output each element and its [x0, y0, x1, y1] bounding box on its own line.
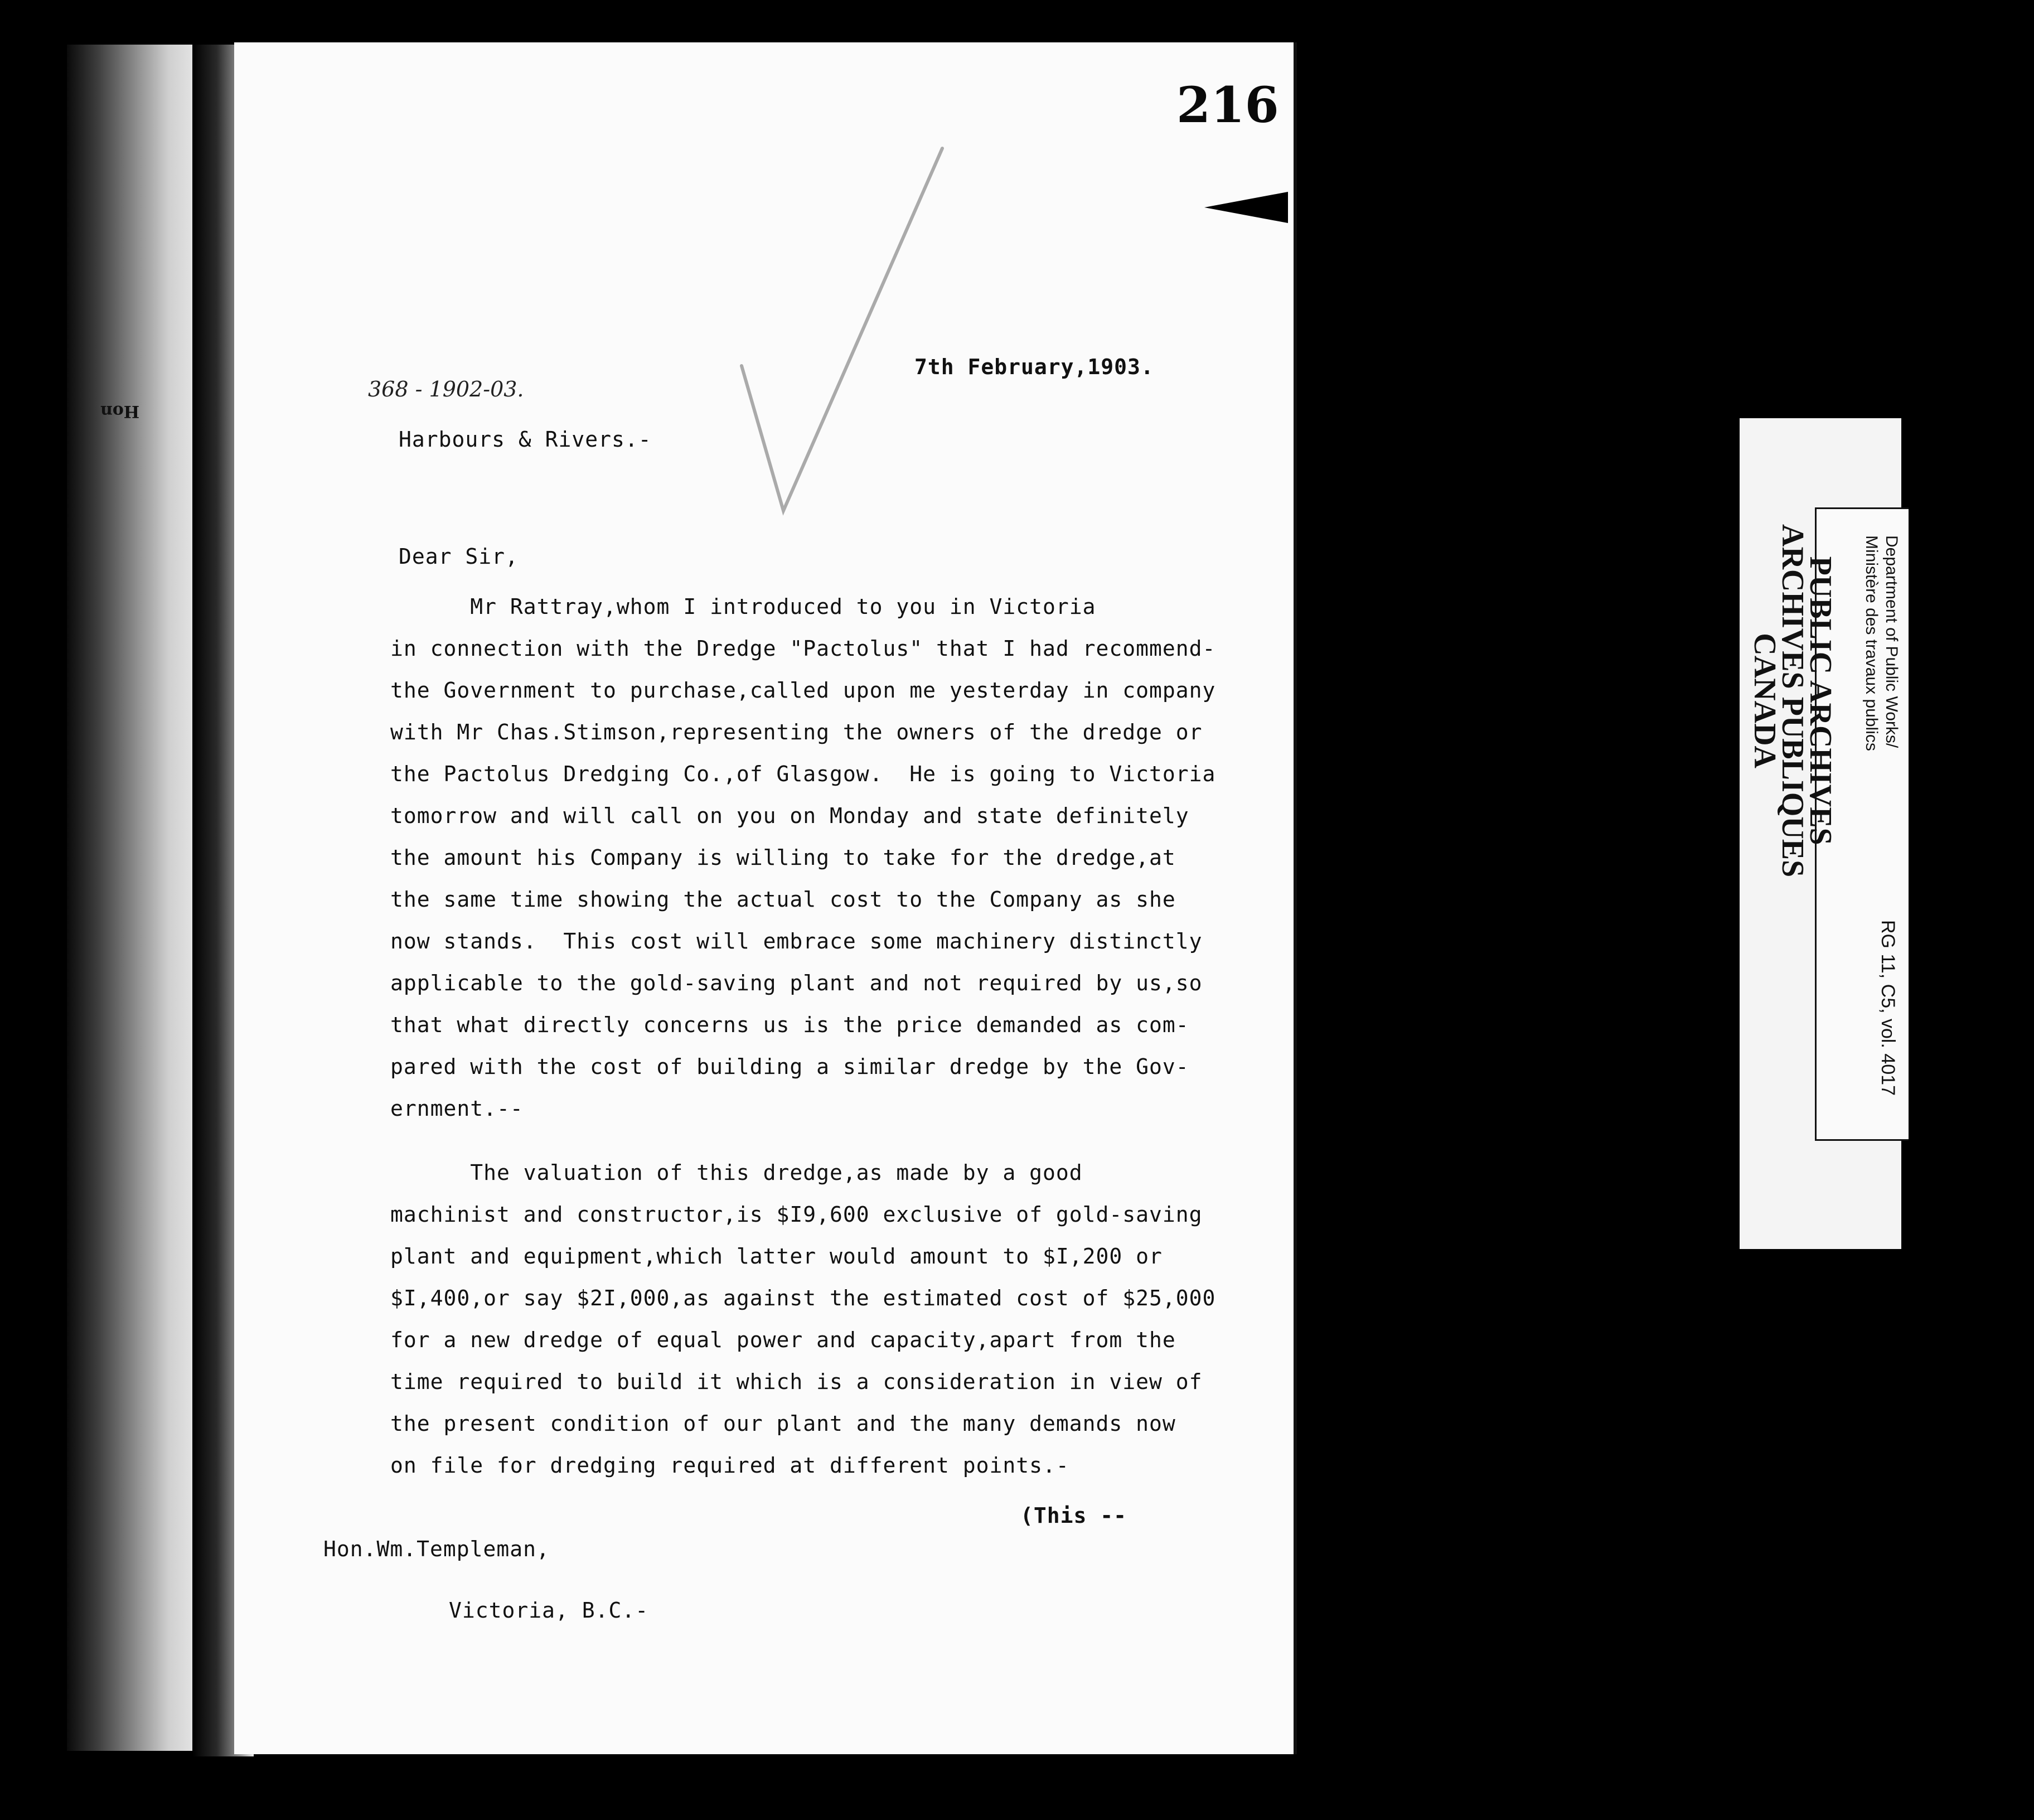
- department-credit-en: Department of Public Works/: [1882, 535, 1901, 748]
- body-line: the Pactolus Dredging Co.,of Glasgow. He is going to Victoria: [390, 762, 1216, 786]
- archive-title-line: ARCHIVES PUBLIQUES: [1775, 524, 1810, 878]
- body-line: in connection with the Dredge "Pactolus" that I had recommend-: [390, 636, 1216, 661]
- archive-title-line: CANADA: [1747, 633, 1782, 768]
- body-line: machinist and constructor,is $I9,600 exclusive of gold-saving: [390, 1202, 1203, 1227]
- body-line: The valuation of this dredge,as made by a good: [390, 1160, 1083, 1185]
- body-line: ernment.--: [390, 1096, 524, 1121]
- body-line: pared with the cost of building a similar dredge by the Gov-: [390, 1054, 1189, 1079]
- page-tab-notch: [1204, 192, 1288, 223]
- body-line: the same time showing the actual cost to the Company as she: [390, 887, 1176, 912]
- body-line: with Mr Chas.Stimson,representing the owners of the dredge or: [390, 720, 1203, 744]
- body-line: Mr Rattray,whom I introduced to you in Victoria: [390, 594, 1096, 619]
- body-line: the present condition of our plant and the many demands now: [390, 1411, 1176, 1436]
- continuation-marker: (This --: [1020, 1503, 1127, 1528]
- body-line: plant and equipment,which latter would amount to $I,200 or: [390, 1244, 1163, 1269]
- archive-title: [1747, 524, 1838, 878]
- addressee-place: Victoria, B.C.-: [449, 1598, 649, 1623]
- page-number: 216: [1176, 76, 1279, 134]
- body-line: time required to build it which is a consideration in view of: [390, 1369, 1203, 1394]
- body-line: now stands. This cost will embrace some machinery distinctly: [390, 929, 1203, 953]
- letter-date: 7th February,1903.: [914, 355, 1154, 379]
- body-line: $I,400,or say $2I,000,as against the estimated cost of $25,000: [390, 1286, 1216, 1310]
- letter-page: [234, 42, 1297, 1754]
- addressee-name: Hon.Wm.Templeman,: [323, 1537, 550, 1561]
- body-line: for a new dredge of equal power and capacity,apart from the: [390, 1328, 1176, 1352]
- body-line: tomorrow and will call on you on Monday and state definitely: [390, 803, 1189, 828]
- department-credit: [1861, 535, 1901, 751]
- body-line: that what directly concerns us is the price demanded as com-: [390, 1013, 1189, 1037]
- handwritten-file-reference: 368 - 1902-03.: [368, 377, 524, 401]
- department-heading: Harbours & Rivers.-: [399, 427, 652, 452]
- archive-reference: RG 11, C5, vol. 4017: [1877, 920, 1899, 1096]
- pencil-check-mark: [719, 126, 953, 516]
- archive-title-line: PUBLIC ARCHIVES: [1803, 556, 1838, 845]
- body-line: the Government to purchase,called upon me yesterday in company: [390, 678, 1216, 703]
- salutation: Dear Sir,: [399, 544, 519, 569]
- previous-page-edge: [67, 45, 212, 1751]
- body-line: on file for dredging required at different points.-: [390, 1453, 1069, 1478]
- previous-page-fragment: Hon: [100, 401, 140, 421]
- body-line: the amount his Company is willing to take for the dredge,at: [390, 845, 1176, 870]
- department-credit-fr: Ministère des travaux publics: [1862, 535, 1881, 751]
- body-line: applicable to the gold-saving plant and not required by us,so: [390, 971, 1203, 995]
